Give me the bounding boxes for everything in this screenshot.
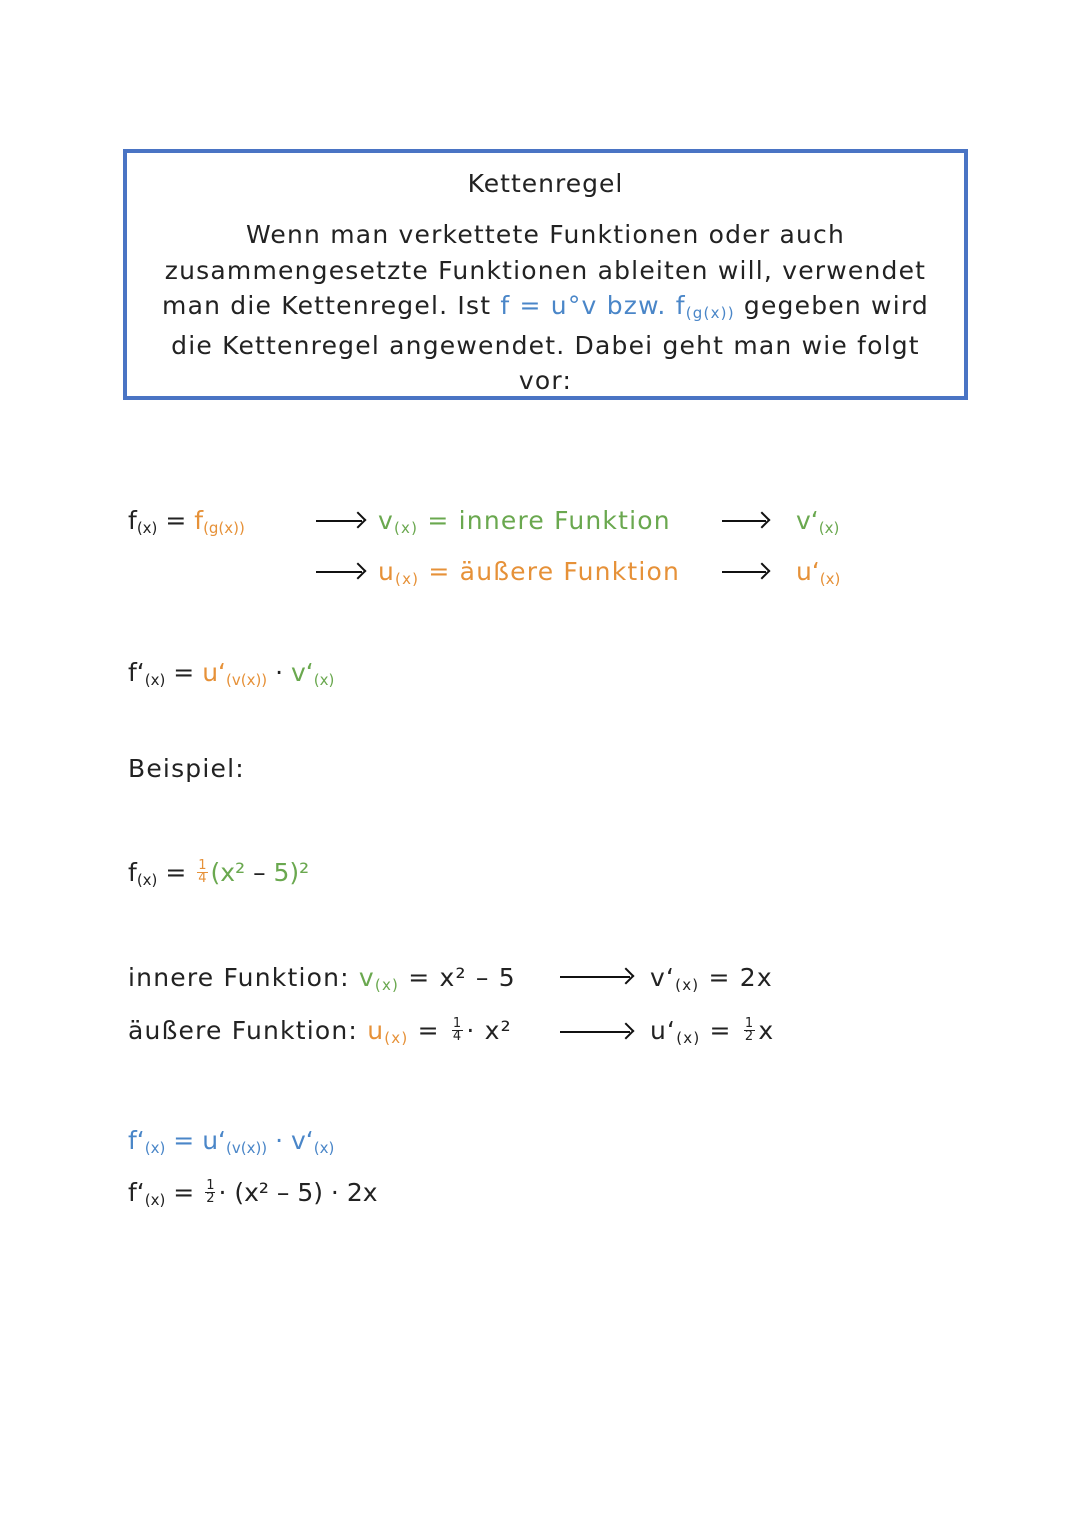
composition-formula: f = u°v bzw. (500, 291, 676, 320)
arrow-to-outer-derivative (722, 571, 766, 573)
box-line-3: man die Kettenregel. Ist f = u°v bzw. f(g(x)) gegeben wird (162, 291, 929, 322)
arrow-outer-derivative-example (560, 1031, 630, 1033)
example-fraction: $\frac{1}{4}$ (198, 857, 207, 886)
solution-formula: f‘(x) = u‘(v(x)) · v‘(x) (128, 1126, 335, 1157)
chain-rule-formula: f‘(x) = u‘(v(x)) · v‘(x) (128, 658, 335, 689)
rule-inner-function: v(x) = innere Funktion (378, 506, 671, 537)
box-line-4: die Kettenregel angewendet. Dabei geht man wie folgt (171, 330, 920, 360)
example-inner-derivative: v‘(x) = 2x (650, 963, 773, 994)
box-line-2: zusammengesetzte Funktionen ableiten will, verwendet (164, 255, 927, 285)
rule-inner-derivative: v‘(x) (796, 506, 840, 537)
rule-outer-derivative: u‘(x) (796, 557, 841, 588)
box-text (137, 217, 954, 399)
example-function: f(x) = $\frac{1}{4}$ (x² – 5)² (128, 857, 310, 889)
arrow-to-inner (316, 520, 362, 522)
example-heading: Beispiel: (128, 754, 245, 783)
box-title: Kettenregel (467, 169, 624, 198)
example-outer-derivative: u‘(x) = $\frac{1}{2}$ x (650, 1015, 775, 1047)
rule-outer-function: u(x) = äußere Funktion (378, 557, 681, 588)
box-line-5: vor: (518, 366, 573, 395)
definition-box (123, 149, 968, 400)
box-line-1: Wenn man verkettete Funktionen oder auch (245, 220, 846, 249)
arrow-inner-derivative-example (560, 976, 630, 978)
arrow-to-outer (316, 571, 362, 573)
solution-result: f‘(x) = $\frac{1}{2}$ · (x² – 5) · 2x (128, 1177, 378, 1209)
example-inner-line: innere Funktion: v(x) = x² – 5 (128, 963, 516, 994)
arrow-to-inner-derivative (722, 520, 766, 522)
rule-f-definition: f(x) = f(g(x)) (128, 506, 245, 537)
example-outer-line: äußere Funktion: u(x) = $\frac{1}{4}$ · x² (128, 1015, 512, 1047)
